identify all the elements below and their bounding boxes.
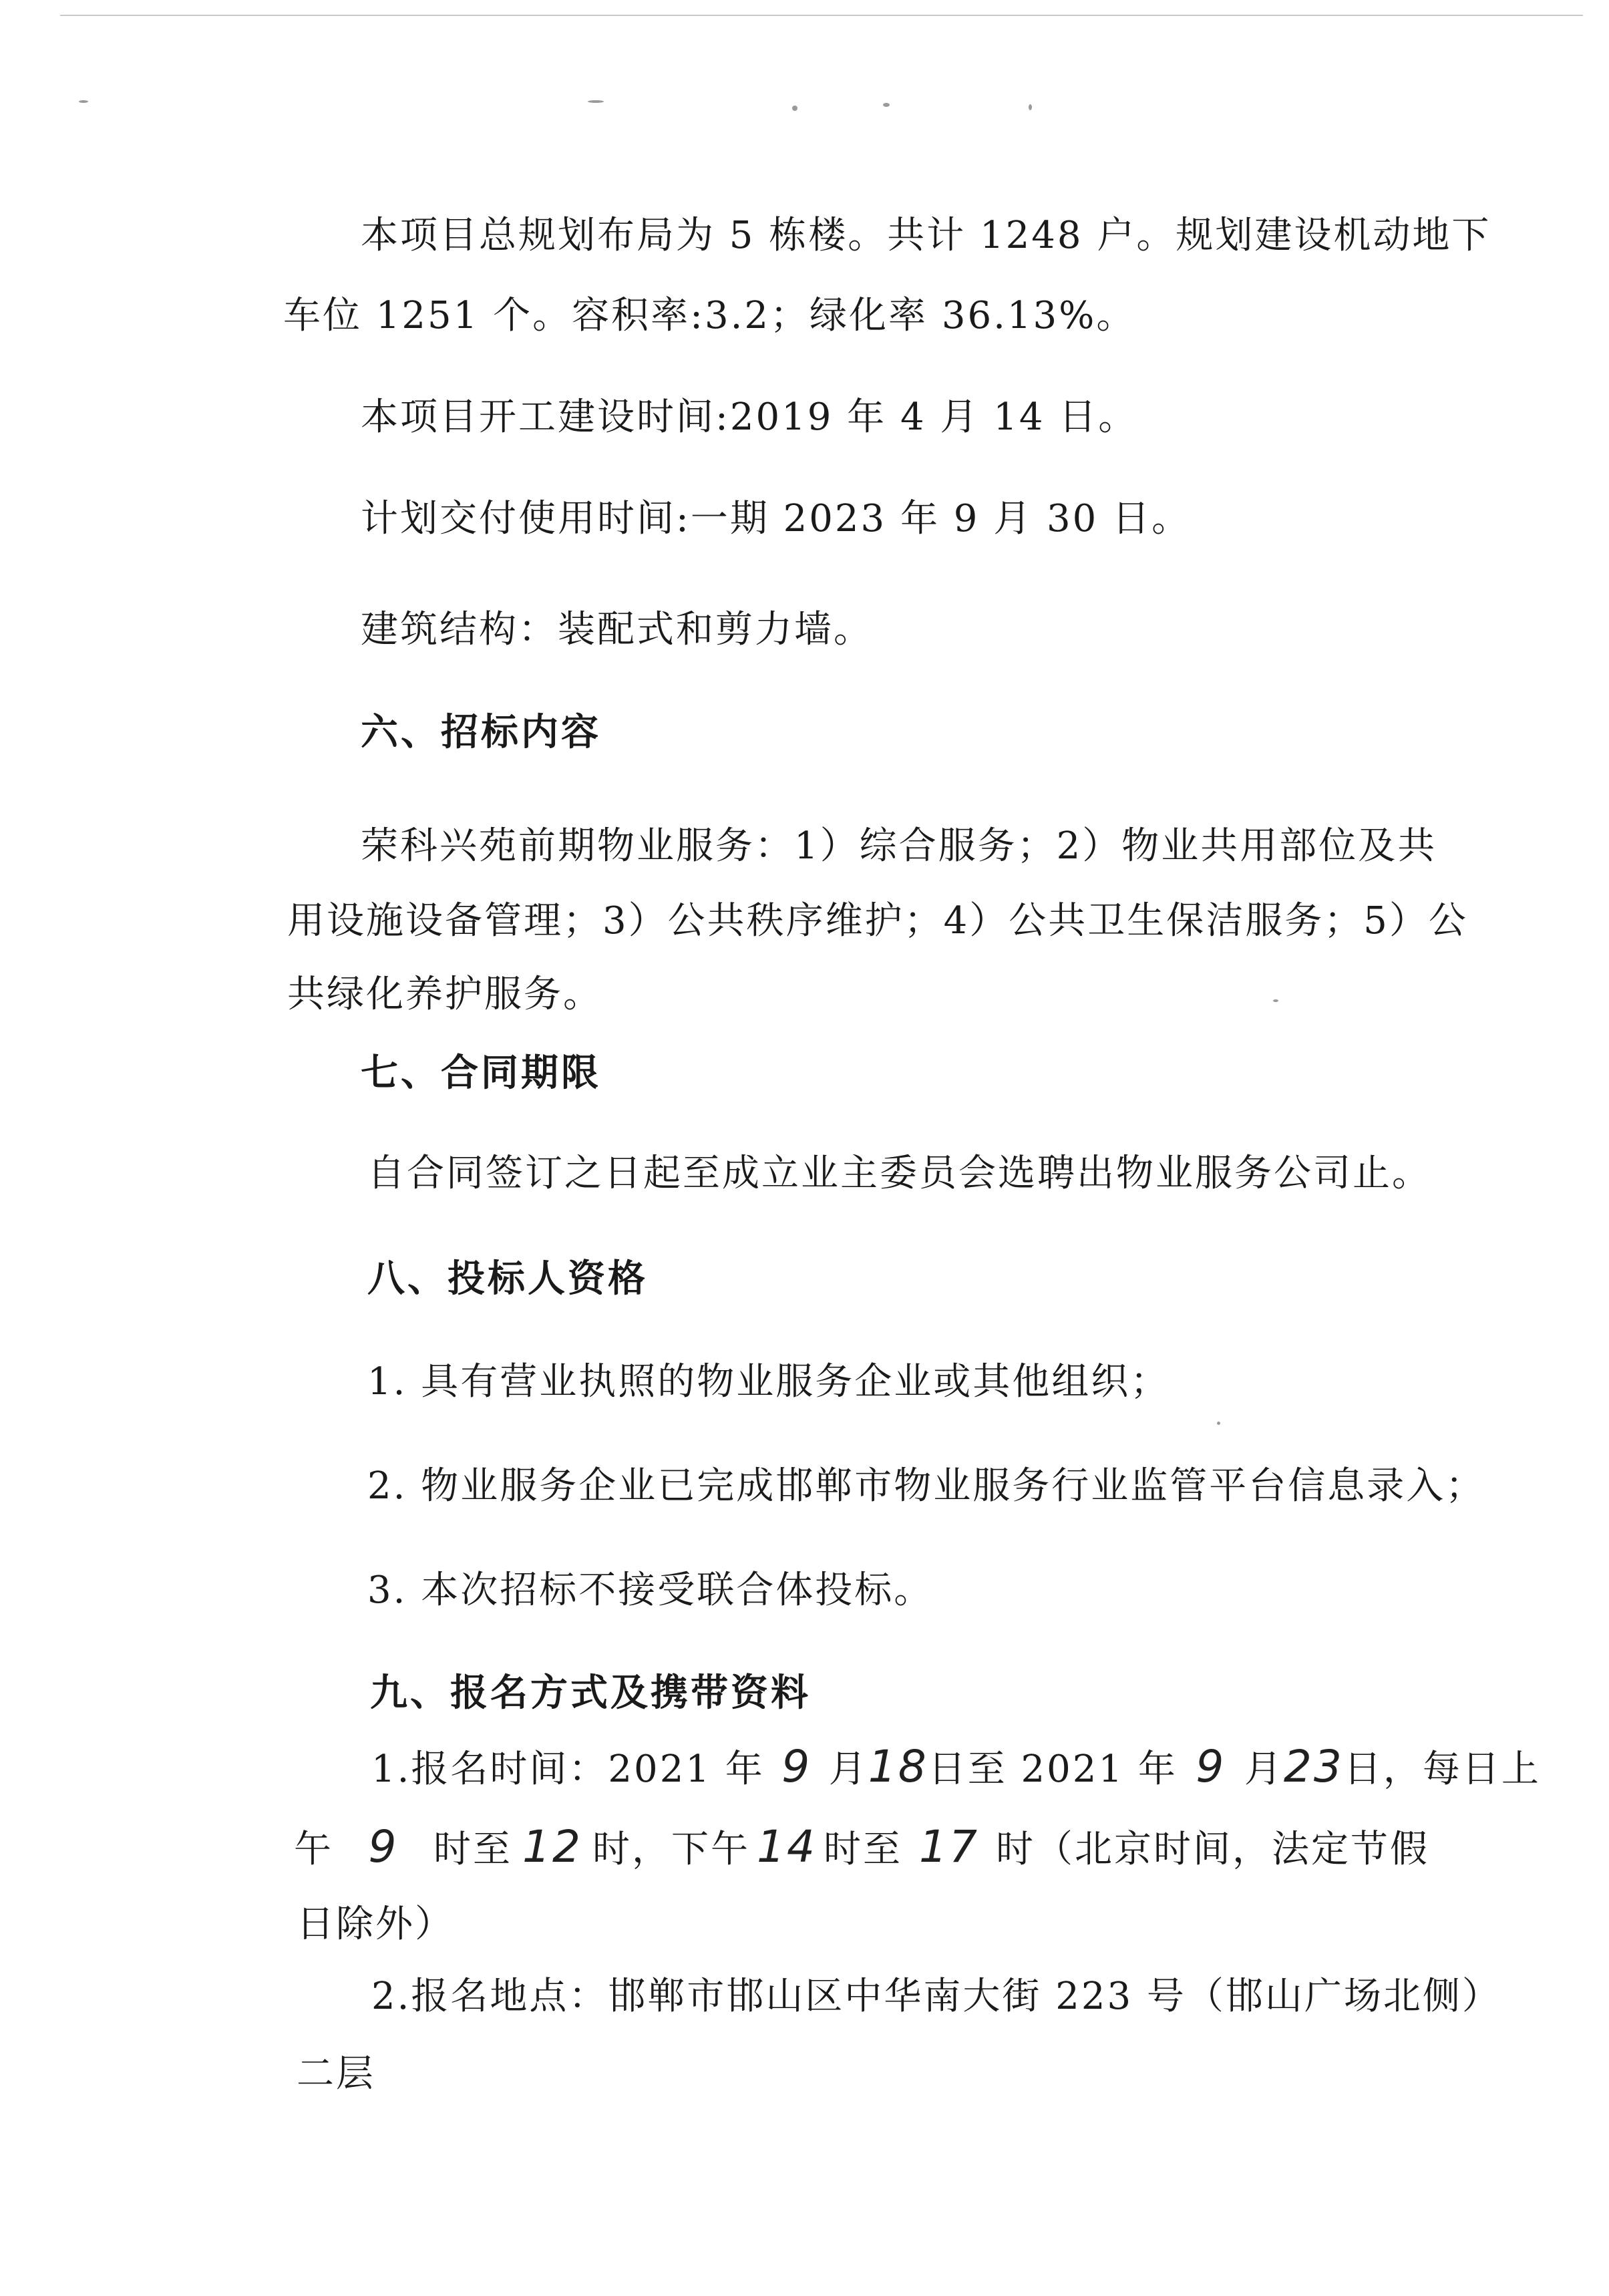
registration-time-line-1 — [371, 1741, 1541, 1793]
registration-location-line-1: 2.报名地点：邯郸市邯山区中华南大街 223 号（邯山广场北侧） — [371, 1975, 1501, 2018]
registration-time-suffix: 日，每日上 — [1343, 1748, 1541, 1791]
qualification-item-2: 2. 物业服务企业已完成邯郸市物业服务行业监管平台信息录入； — [367, 1464, 1485, 1508]
scan-speck — [792, 106, 797, 111]
scan-speck — [883, 103, 890, 107]
project-start-date: 本项目开工建设时间:2019 年 4 月 14 日。 — [361, 395, 1138, 439]
handwritten-month-2: 9 — [1196, 1741, 1226, 1792]
registration-time-to-2: 时至 — [824, 1828, 902, 1871]
scan-speck — [1217, 1422, 1220, 1425]
section-6-line-1: 荣科兴苑前期物业服务：1）综合服务；2）物业共用部位及共 — [361, 824, 1437, 868]
registration-time-tail: 时（北京时间，法定节假 — [996, 1828, 1429, 1871]
section-8-heading: 八、投标人资格 — [367, 1257, 648, 1301]
scan-speck — [1273, 999, 1278, 1002]
project-delivery-date: 计划交付使用时间:一期 2023 年 9 月 30 日。 — [361, 497, 1192, 540]
project-layout-line-2: 车位 1251 个。容积率:3.2；绿化率 36.13%。 — [283, 294, 1136, 337]
scan-edge-line — [60, 15, 1583, 16]
project-structure: 建筑结构：装配式和剪力墙。 — [361, 608, 873, 651]
registration-time-mid: 日至 2021 年 — [928, 1748, 1178, 1791]
registration-time-to-1: 时至 — [433, 1828, 512, 1871]
qualification-item-3: 3. 本次招标不接受联合体投标。 — [367, 1569, 934, 1612]
section-7-heading: 七、合同期限 — [361, 1051, 601, 1095]
section-7-text: 自合同签订之日起至成立业主委员会选聘出物业服务公司止。 — [367, 1152, 1431, 1195]
project-layout-line-1: 本项目总规划布局为 5 栋楼。共计 1248 户。规划建设机动地下 — [361, 214, 1491, 257]
registration-time-line-2 — [294, 1821, 1429, 1873]
handwritten-pm-end: 17 — [919, 1821, 979, 1872]
handwritten-day-2: 23 — [1283, 1741, 1344, 1792]
registration-location-line-2: 二层 — [297, 2052, 375, 2096]
section-9-heading: 九、报名方式及携带资料 — [370, 1671, 811, 1715]
handwritten-month-1: 9 — [781, 1741, 812, 1792]
qualification-item-1: 1. 具有营业执照的物业服务企业或其他组织； — [367, 1360, 1170, 1404]
section-6-line-3: 共绿化养护服务。 — [287, 973, 602, 1016]
section-6-heading: 六、招标内容 — [361, 711, 601, 754]
registration-time-month-label-1: 月 — [828, 1748, 868, 1791]
section-6-line-2: 用设施设备管理；3）公共秩序维护；4）公共卫生保洁服务；5）公 — [287, 899, 1468, 943]
registration-time-month-label-2: 月 — [1244, 1748, 1284, 1791]
registration-time-prefix: 1.报名时间：2021 年 — [371, 1748, 765, 1791]
registration-time-morning-label: 午 — [294, 1828, 333, 1871]
registration-time-line-3: 日除外） — [297, 1903, 454, 1946]
scan-speck — [79, 100, 88, 103]
handwritten-am-start: 9 — [368, 1821, 399, 1872]
handwritten-am-end: 12 — [522, 1821, 582, 1872]
registration-time-afternoon-label: 时，下午 — [592, 1828, 750, 1871]
handwritten-pm-start: 14 — [757, 1821, 817, 1872]
handwritten-day-1: 18 — [868, 1741, 928, 1792]
scan-speck — [588, 100, 604, 103]
scan-speck — [1029, 104, 1032, 110]
